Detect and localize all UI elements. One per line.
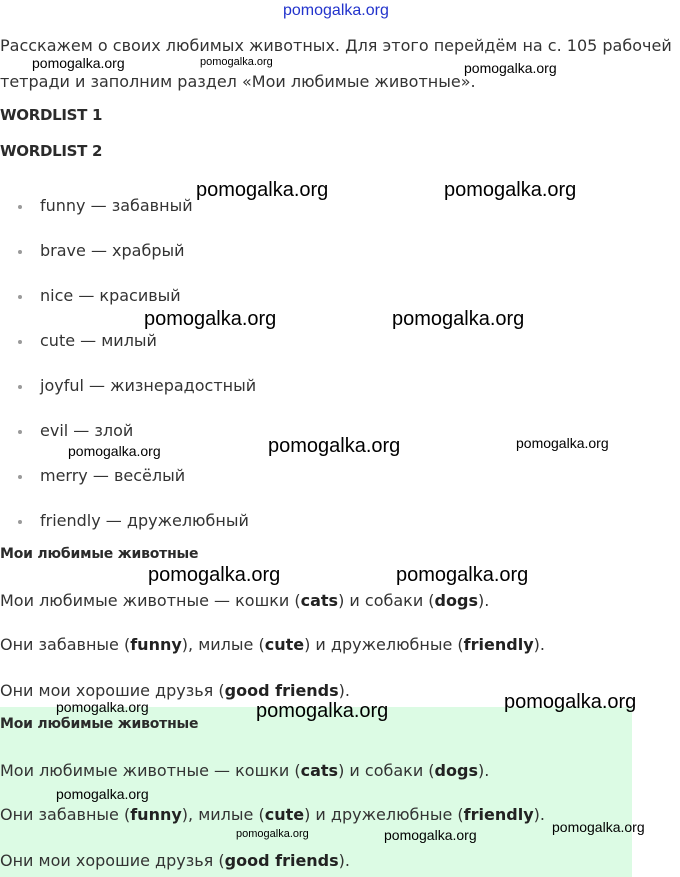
watermark: pomogalka.org [32, 55, 125, 71]
watermark: pomogalka.org [384, 827, 477, 843]
watermark: pomogalka.org [144, 308, 277, 330]
section-heading: Мои любимые животные [0, 546, 199, 562]
answer-heading: Мои любимые животные [0, 716, 199, 732]
answer-paragraph-3: Они мои хорошие друзья (good friends). [0, 851, 350, 870]
paragraph-3: Они мои хорошие друзья (good friends). [0, 681, 350, 700]
bullet-icon [18, 520, 22, 524]
answer-paragraph-2: Они забавные (funny), милые (cute) и дружелюбные (friendly). [0, 805, 545, 824]
list-item: evil — злой [40, 421, 134, 440]
watermark: pomogalka.org [396, 564, 529, 586]
intro-line-1: Расскажем о своих любимых животных. Для этого перейдём на с. 105 рабочей [0, 36, 672, 55]
watermark: pomogalka.org [516, 435, 609, 451]
paragraph-2: Они забавные (funny), милые (cute) и дружелюбные (friendly). [0, 635, 545, 654]
list-item: merry — весёлый [40, 466, 186, 485]
watermark: pomogalka.org [68, 443, 161, 459]
paragraph-1: Мои любимые животные — кошки (cats) и собаки (dogs). [0, 591, 490, 610]
list-item: funny — забавный [40, 196, 193, 215]
watermark: pomogalka.org [200, 56, 273, 68]
watermark: pomogalka.org [256, 700, 389, 722]
list-item: friendly — дружелюбный [40, 511, 249, 530]
watermark: pomogalka.org [392, 308, 525, 330]
list-item: joyful — жизнерадостный [40, 376, 257, 395]
watermark: pomogalka.org [56, 786, 149, 802]
wordlist-2-heading[interactable]: WORDLIST 2 [0, 142, 103, 160]
list-item: cute — милый [40, 331, 157, 350]
watermark: pomogalka.org [464, 60, 557, 76]
watermark: pomogalka.org [56, 699, 149, 715]
watermark: pomogalka.org [552, 819, 645, 835]
intro-line-2: тетради и заполним раздел «Мои любимые животные». [0, 72, 476, 91]
bullet-icon [18, 430, 22, 434]
watermark: pomogalka.org [444, 179, 577, 201]
site-watermark-header: pomogalka.org [283, 2, 389, 19]
answer-paragraph-1: Мои любимые животные — кошки (cats) и собаки (dogs). [0, 761, 490, 780]
bullet-icon [18, 385, 22, 389]
bullet-icon [18, 340, 22, 344]
list-item: nice — красивый [40, 286, 181, 305]
bullet-icon [18, 205, 22, 209]
bullet-icon [18, 295, 22, 299]
bullet-icon [18, 475, 22, 479]
list-item: brave — храбрый [40, 241, 185, 260]
watermark: pomogalka.org [268, 435, 401, 457]
bullet-icon [18, 250, 22, 254]
watermark: pomogalka.org [504, 691, 637, 713]
wordlist-1-heading[interactable]: WORDLIST 1 [0, 106, 103, 124]
watermark: pomogalka.org [236, 828, 309, 840]
watermark: pomogalka.org [148, 564, 281, 586]
watermark: pomogalka.org [196, 179, 329, 201]
